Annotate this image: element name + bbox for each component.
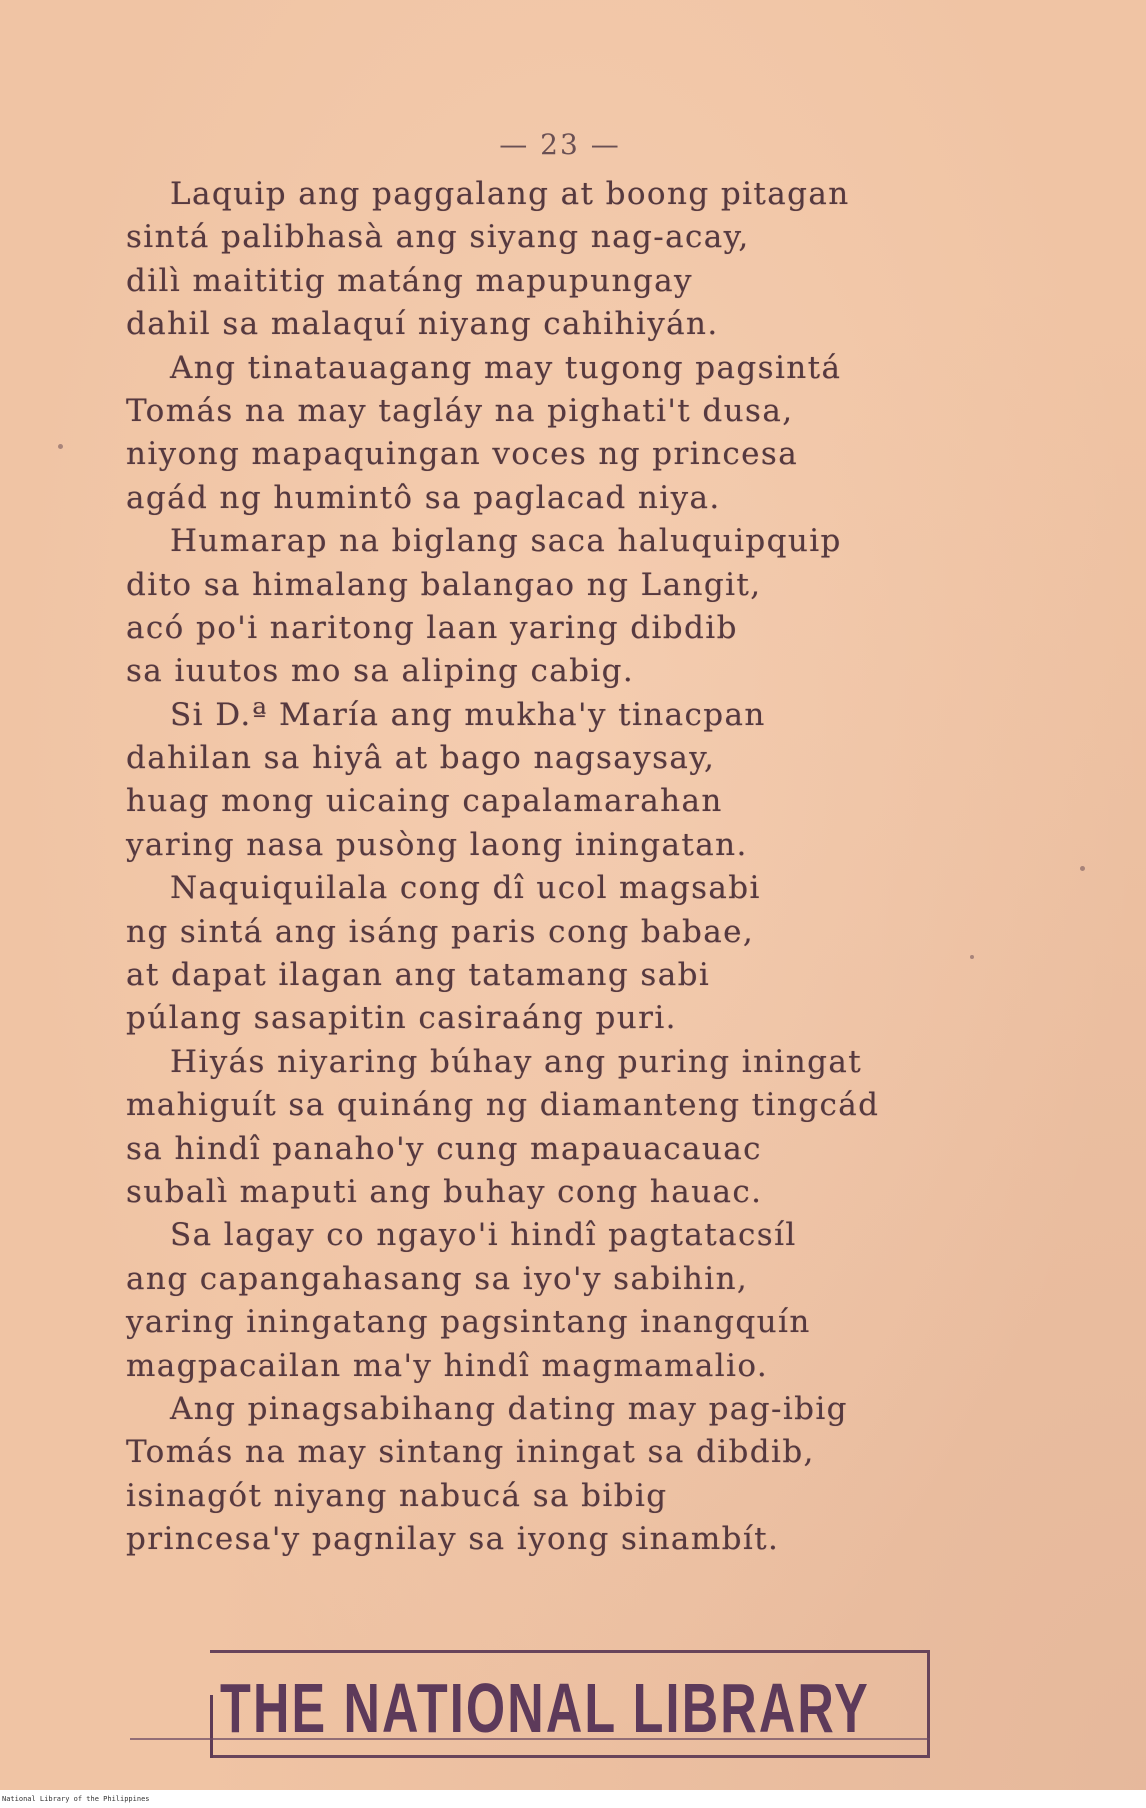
verse-line: Humarap na biglang saca haluquipquip — [170, 523, 842, 560]
verse-line: ang capangahasang sa iyo'y sabihin, — [126, 1260, 749, 1297]
verse-line: niyong mapaquingan voces ng princesa — [126, 436, 799, 473]
footer-credit: National Library of the Philippines — [0, 1790, 1146, 1808]
library-stamp-text: THE NATIONAL LIBRARY — [220, 1669, 870, 1747]
page-number: — 23 — — [499, 128, 621, 161]
verse-line: sintá palibhasà ang siyang nag-acay, — [126, 219, 750, 256]
poem-body — [126, 173, 1006, 1562]
verse-line: púlang sasapitin casiraáng puri. — [126, 1000, 677, 1037]
ink-speck — [1080, 866, 1085, 871]
stanza — [126, 1214, 1006, 1388]
verse-line: dito sa himalang balangao ng Langit, — [126, 566, 762, 603]
stanza — [126, 694, 1006, 868]
verse-line: Ang pinagsabihang dating may pag-ibig — [170, 1390, 848, 1427]
verse-line: subalì maputi ang buhay cong hauac. — [126, 1173, 763, 1210]
verse-line: dahilan sa hiyâ at bago nagsaysay, — [126, 740, 716, 777]
library-stamp-rule — [210, 1695, 213, 1758]
stanza — [126, 347, 1006, 521]
verse-line: acó po'i naritong laan yaring dibdib — [126, 609, 738, 646]
verse-line: yaring iningatang pagsintang inangquín — [126, 1304, 811, 1341]
verse-line: dilì maititig matáng mapupungay — [126, 262, 693, 299]
verse-line: Si D.ª María ang mukha'y tinacpan — [170, 696, 766, 733]
verse-line: sa iuutos mo sa aliping cabig. — [126, 653, 635, 690]
stanza — [126, 520, 1006, 694]
verse-line: ng sintá ang isáng paris cong babae, — [126, 913, 755, 950]
stanza — [126, 1388, 1006, 1562]
verse-line: Ang tinatauagang may tugong pagsintá — [170, 349, 842, 386]
verse-line: at dapat ilagan ang tatamang sabi — [126, 957, 711, 994]
ink-speck — [970, 955, 974, 959]
verse-line: Laquip ang paggalang at boong pitagan — [170, 176, 850, 212]
ink-speck — [58, 444, 63, 449]
verse-line: Hiyás niyaring búhay ang puring iningat — [170, 1043, 863, 1080]
stanza — [126, 867, 1006, 1041]
stanza — [126, 1041, 1006, 1215]
verse-line: yaring nasa pusòng laong iningatan. — [126, 826, 748, 863]
verse-line: dahil sa malaquí niyang cahihiyán. — [126, 306, 719, 343]
verse-line: princesa'y pagnilay sa iyong sinambít. — [126, 1521, 780, 1558]
verse-line: Tomás na may tagláy na pighati't dusa, — [126, 392, 794, 429]
verse-line: agád ng humintô sa paglacad niya. — [126, 479, 721, 516]
verse-line: mahiguít sa quináng ng diamanteng tingcád — [126, 1087, 880, 1124]
verse-line: isinagót niyang nabucá sa bibig — [126, 1477, 668, 1514]
verse-line: huag mong uicaing capalamarahan — [126, 783, 723, 820]
verse-line: Tomás na may sintang iningat sa dibdib, — [126, 1434, 815, 1471]
verse-line: Naquiquilala cong dî ucol magsabi — [170, 870, 761, 907]
verse-line: magpacailan ma'y hindî magmamalio. — [126, 1347, 769, 1384]
verse-line: sa hindî panaho'y cung mapauacauac — [126, 1130, 762, 1167]
verse-line: Sa lagay co ngayo'i hindî pagtatacsíl — [170, 1217, 797, 1254]
stanza — [126, 173, 1006, 347]
